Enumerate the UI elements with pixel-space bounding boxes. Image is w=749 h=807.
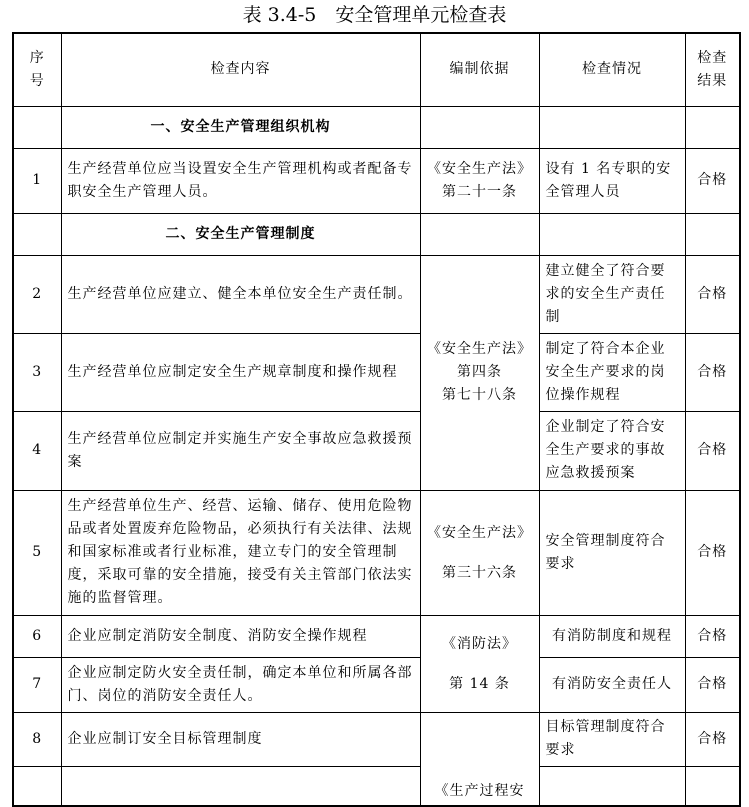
row-status: 企业制定了符合安全生产要求的事故应急救援预案	[539, 411, 685, 490]
empty-cell	[13, 766, 61, 806]
table-row	[13, 490, 740, 615]
row-result: 合格	[685, 657, 740, 712]
row-result: 合格	[685, 712, 740, 766]
empty-cell	[685, 766, 740, 806]
row-status: 设有 1 名专职的安全管理人员	[539, 148, 685, 213]
empty-cell	[420, 213, 539, 255]
empty-cell	[685, 213, 740, 255]
row-status: 制定了符合本企业安全生产要求的岗位操作规程	[539, 333, 685, 411]
row-no: 8	[13, 712, 61, 766]
row-status: 建立健全了符合要求的安全生产责任制	[539, 255, 685, 333]
empty-cell	[539, 213, 685, 255]
empty-cell	[13, 213, 61, 255]
table-row	[13, 148, 740, 213]
empty-cell	[420, 106, 539, 148]
row-content: 企业应制定消防安全制度、消防安全操作规程	[61, 615, 420, 657]
row-basis: 《安全生产法》 第四条 第七十八条	[420, 255, 539, 490]
safety-check-table	[12, 32, 741, 807]
table-row	[13, 766, 740, 806]
row-content: 生产经营单位生产、经营、运输、储存、使用危险物品或者处置废弃危险物品，必须执行有关法律、法规和国家标准或者行业标准，建立专门的安全管理制度，采取可靠的安全措施，接受有关主管部门依法实施的监督管理。	[61, 490, 420, 615]
row-status: 有消防制度和规程	[539, 615, 685, 657]
row-no: 3	[13, 333, 61, 411]
row-result: 合格	[685, 615, 740, 657]
header-result: 检查 结果	[685, 33, 740, 106]
row-basis: 《安全生产法》 第三十六条	[420, 490, 539, 615]
row-basis: 《消防法》 第 14 条	[420, 615, 539, 712]
header-content: 检查内容	[61, 33, 420, 106]
table-title: 表 3.4-5 安全管理单元检查表	[242, 4, 507, 26]
row-content: 生产经营单位应制定并实施生产安全事故应急救援预案	[61, 411, 420, 490]
row-status: 目标管理制度符合要求	[539, 712, 685, 766]
empty-cell	[61, 766, 420, 806]
row-content: 企业应制定防火安全责任制，确定本单位和所属各部门、岗位的消防安全责任人。	[61, 657, 420, 712]
row-result: 合格	[685, 148, 740, 213]
section-row	[13, 213, 740, 255]
row-content: 生产经营单位应当设置安全生产管理机构或者配备专职安全生产管理人员。	[61, 148, 420, 213]
empty-cell	[539, 106, 685, 148]
header-row	[13, 33, 740, 106]
row-result: 合格	[685, 333, 740, 411]
table-row	[13, 255, 740, 333]
empty-cell	[13, 106, 61, 148]
empty-cell	[685, 106, 740, 148]
section-title: 一、安全生产管理组织机构	[61, 106, 420, 148]
table-row	[13, 615, 740, 657]
header-no: 序 号	[13, 33, 61, 106]
header-basis: 编制依据	[420, 33, 539, 106]
row-result: 合格	[685, 255, 740, 333]
row-no: 1	[13, 148, 61, 213]
row-basis: 《安全生产法》 第二十一条	[420, 148, 539, 213]
table-row	[13, 411, 740, 490]
row-no: 2	[13, 255, 61, 333]
row-no: 6	[13, 615, 61, 657]
row-content: 生产经营单位应制定安全生产规章制度和操作规程	[61, 333, 420, 411]
empty-cell	[539, 766, 685, 806]
table-row	[13, 657, 740, 712]
table-row	[13, 333, 740, 411]
row-status: 安全管理制度符合要求	[539, 490, 685, 615]
section-title: 二、安全生产管理制度	[61, 213, 420, 255]
row-status: 有消防安全责任人	[539, 657, 685, 712]
row-result: 合格	[685, 490, 740, 615]
row-content: 企业应制订安全目标管理制度	[61, 712, 420, 766]
row-basis: 《生产过程安	[420, 712, 539, 806]
section-row	[13, 106, 740, 148]
row-no: 7	[13, 657, 61, 712]
row-content: 生产经营单位应建立、健全本单位安全生产责任制。	[61, 255, 420, 333]
table-row	[13, 712, 740, 766]
row-no: 4	[13, 411, 61, 490]
header-status: 检查情况	[539, 33, 685, 106]
row-no: 5	[13, 490, 61, 615]
row-result: 合格	[685, 411, 740, 490]
